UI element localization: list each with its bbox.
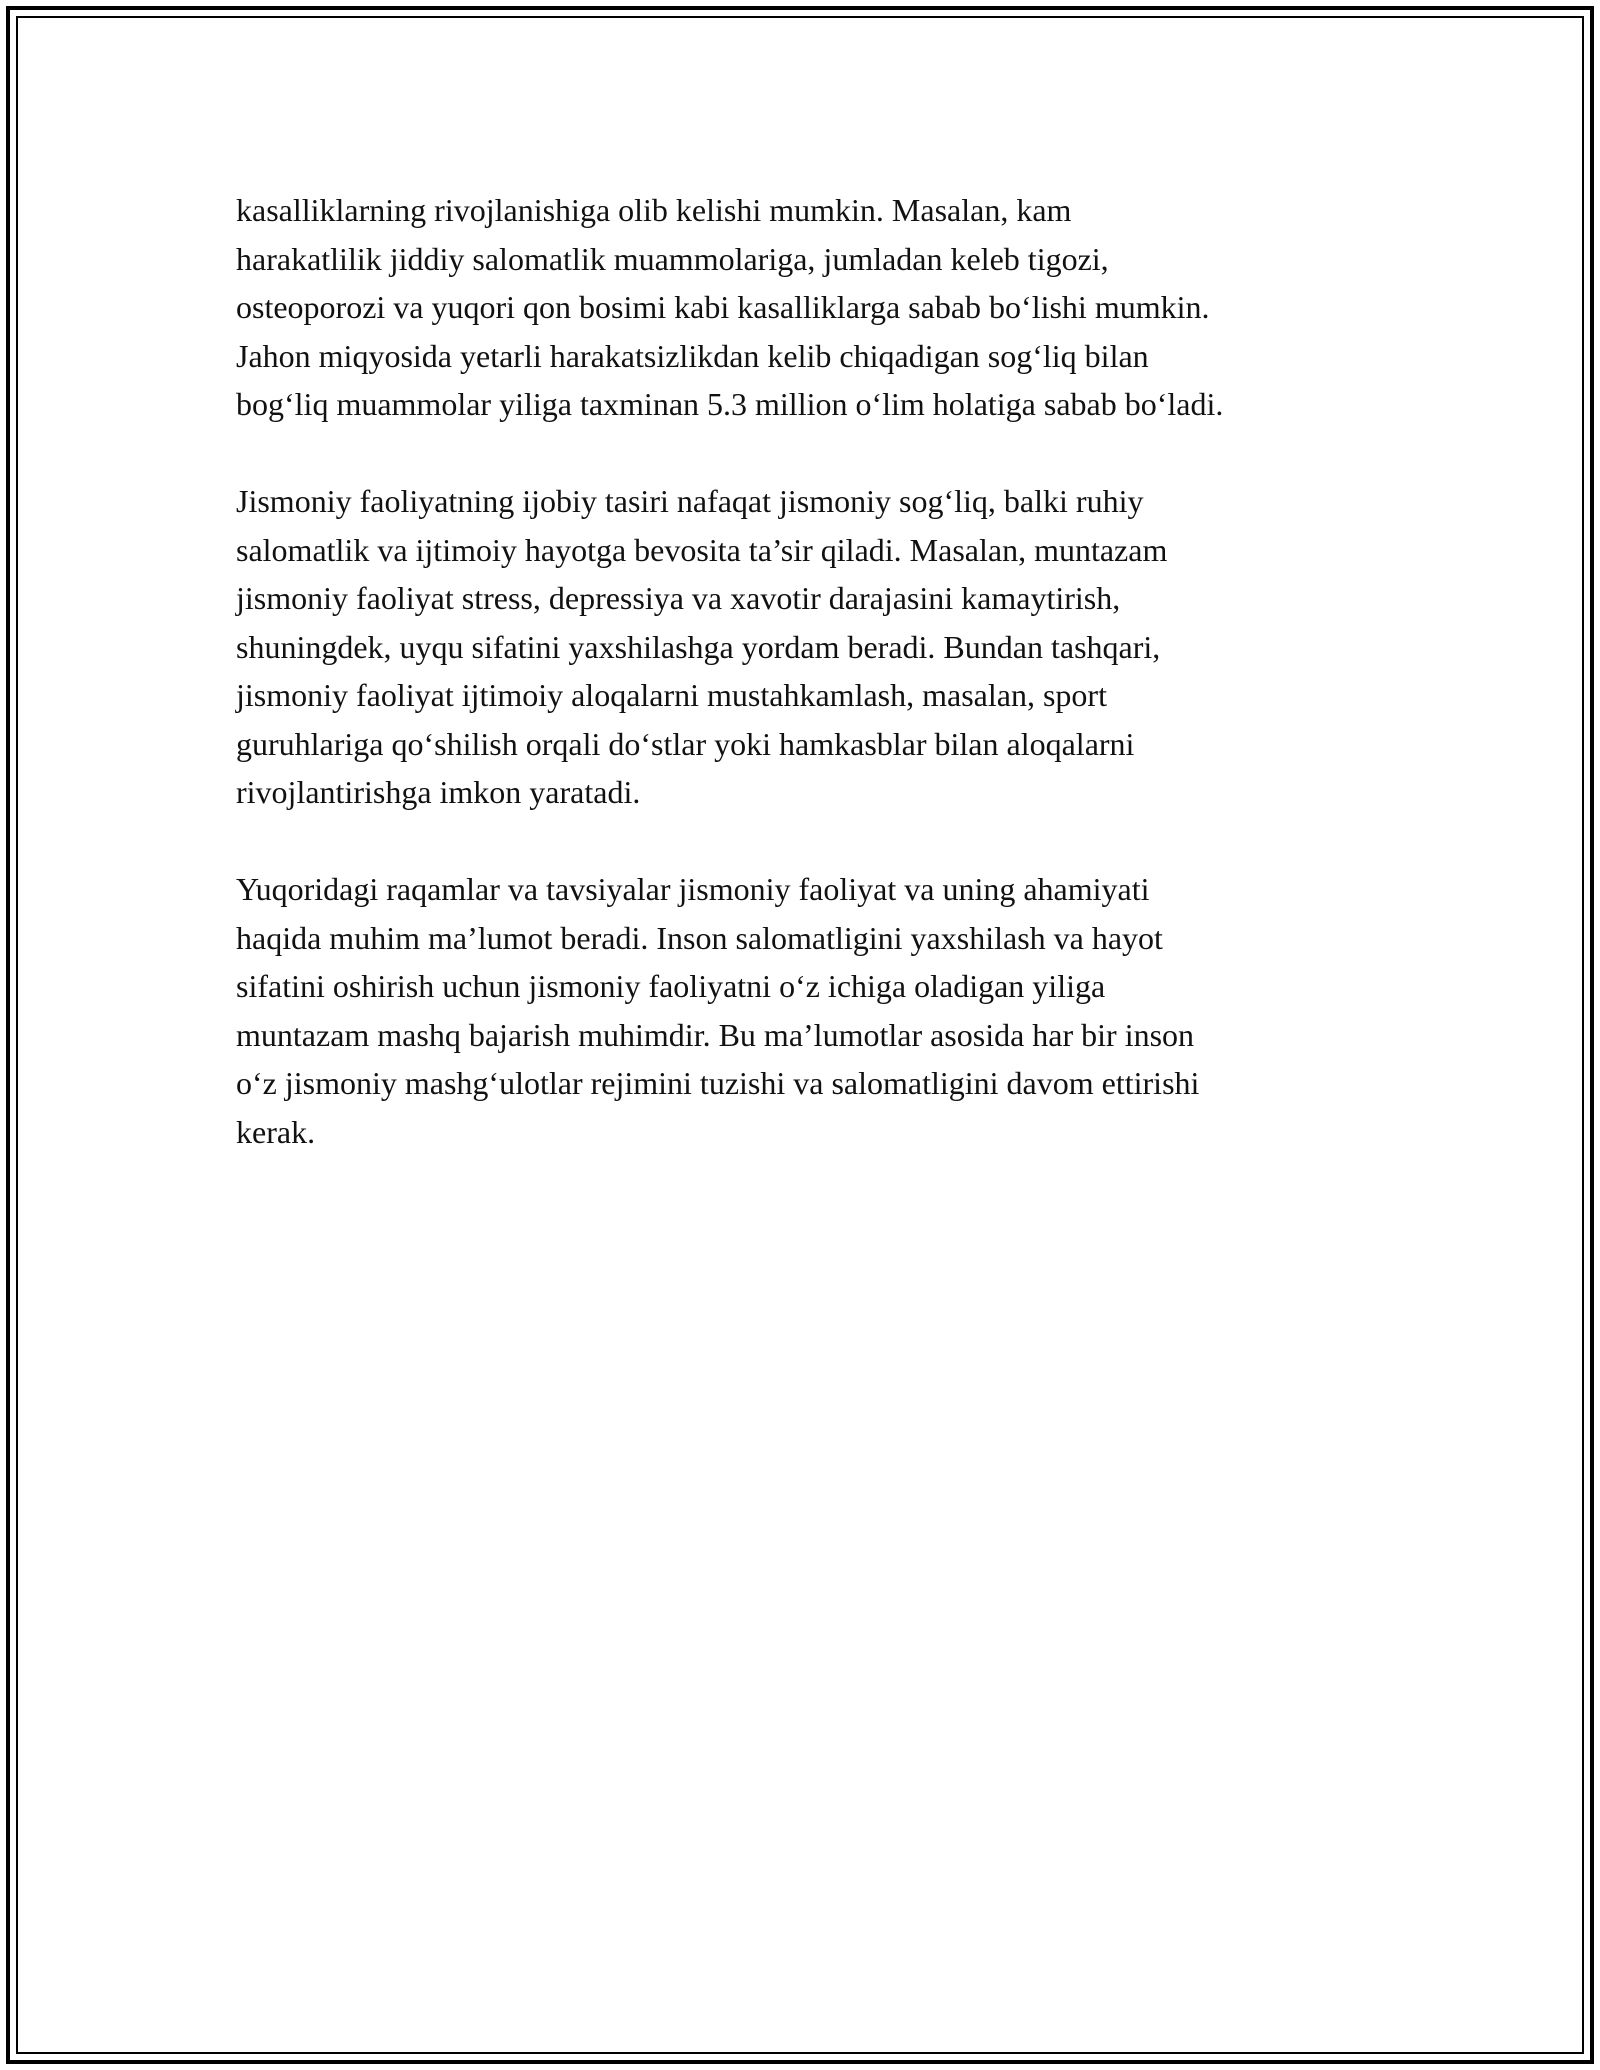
paragraph-2 <box>236 477 1386 817</box>
text-line: kasalliklarning rivojlanishiga olib kelishi mumkin. Masalan, kam <box>236 192 1072 228</box>
text-line: haqida muhim ma’lumot beradi. Inson salomatligini yaxshilash va hayot <box>236 919 1163 956</box>
text-line: kerak. <box>236 1113 316 1150</box>
paragraph-3 <box>236 865 1386 1156</box>
text-line: bog‘liq muammolar yiliga taxminan 5.3 million o‘lim holatiga sabab bo‘ladi. <box>236 386 1224 422</box>
text-line: salomatlik va ijtimoiy hayotga bevosita ta’sir qiladi. Masalan, muntazam <box>236 531 1168 568</box>
text-line: Yuqoridagi raqamlar va tavsiyalar jismoniy faoliyat va uning ahamiyati <box>236 871 1150 907</box>
text-line: osteoporozi va yuqori qon bosimi kabi kasalliklarga sabab bo‘lishi mumkin. <box>236 289 1210 325</box>
text-line: rivojlantirishga imkon yaratadi. <box>236 774 641 810</box>
text-line: shuningdek, uyqu sifatini yaxshilashga yordam beradi. Bundan tashqari, <box>236 628 1161 665</box>
document-body <box>236 186 1386 1205</box>
text-line: jismoniy faoliyat stress, depressiya va xavotir darajasini kamaytirish, <box>236 580 1121 616</box>
text-line: muntazam mashq bajarish muhimdir. Bu ma’lumotlar asosida har bir inson <box>236 1016 1195 1053</box>
text-line: guruhlariga qo‘shilish orqali do‘stlar yoki hamkasblar bilan aloqalarni <box>236 725 1135 762</box>
text-line: Jahon miqyosida yetarli harakatsizlikdan kelib chiqadigan sog‘liq bilan <box>236 337 1149 374</box>
text-line: o‘z jismoniy mashg‘ulotlar rejimini tuzishi va salomatligini davom ettirishi <box>236 1065 1200 1101</box>
text-line: Jismoniy faoliyatning ijobiy tasiri nafaqat jismoniy sog‘liq, balki ruhiy <box>236 483 1144 519</box>
paragraph-1 <box>236 186 1386 429</box>
text-line: sifatini oshirish uchun jismoniy faoliyatni o‘z ichiga oladigan yiliga <box>236 968 1106 1004</box>
text-line: jismoniy faoliyat ijtimoiy aloqalarni mustahkamlash, masalan, sport <box>236 677 1107 713</box>
text-line: harakatlilik jiddiy salomatlik muammolariga, jumladan keleb tigozi, <box>236 240 1109 277</box>
